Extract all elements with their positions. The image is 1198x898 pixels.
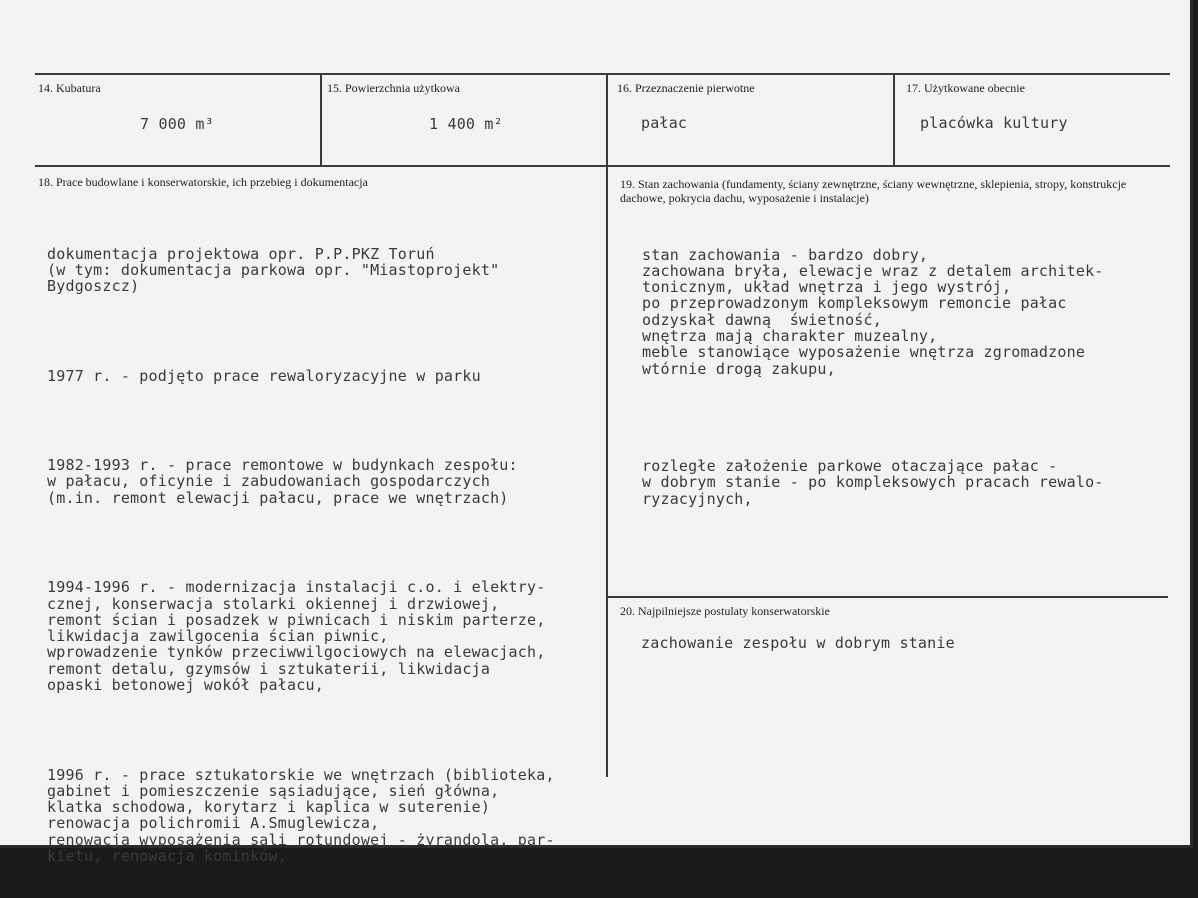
prace-paragraph: 1982-1993 r. - prace remontowe w budynkach zespołu: w pałacu, oficynie i zabudowaniach gospodarczych (m.in. remont elewacji pałacu, prace we wnętrzach)	[47, 456, 518, 507]
uzytkowane-label: 17. Użytkowane obecnie	[906, 81, 1025, 95]
stan-label: 19. Stan zachowania (fundamenty, ściany zewnętrzne, ściany wewnętrzne, sklepienia, stropy, konstrukcje dachowe, pokrycia dachu, wyposażenie i instalacje)	[620, 177, 1127, 205]
section20-top-rule	[606, 596, 1168, 598]
divider-16-17	[893, 74, 895, 166]
prace-paragraph: dokumentacja projektowa opr. P.P.PKZ Toruń (w tym: dokumentacja parkowa opr. "Miastoprojekt" Bydgoszcz)	[47, 244, 500, 296]
przeznaczenie-value: pałac	[641, 114, 688, 132]
prace-paragraph: 1994-1996 r. - modernizacja instalacji c.o. i elektry- cznej, konserwacja stolarki okiennej i drzwiowej, remont ścian i posadzek w piwnicach i niskim parterze, likwidacja zawilgocenia ścian piwnic, wprowadzenie tynków przeciwwilgociowych na elewacjach, remont detalu, gzymsów i sztukaterii, likwidacja opaski betonowej wokół pałacu,	[47, 578, 546, 695]
row1-bottom-rule	[35, 165, 1170, 167]
stan-paragraph: stan zachowania - bardzo dobry, zachowana bryła, elewacje wraz z detalem architek- tonicznym, układ wnętrza i jego wystrój, po przeprowadzonym kompleksowym remoncie pałac odzyskał dawną świetność, wnętrza mają charakter muzealny, meble stanowiące wyposażenie wnętrza zgromadzone wtórnie drogą zakupu,	[642, 245, 1104, 378]
divider-14-15	[320, 74, 322, 166]
stan-text	[642, 214, 1104, 540]
przeznaczenie-label: 16. Przeznaczenie pierwotne	[617, 81, 755, 95]
prace-paragraph: 1977 r. - podjęto prace rewaloryzacyjne w parku	[47, 366, 481, 385]
kubatura-label: 14. Kubatura	[38, 81, 101, 95]
kubatura-value: 7 000 m³	[140, 115, 214, 133]
powierzchnia-value: 1 400 m²	[429, 115, 503, 133]
postulaty-label: 20. Najpilniejsze postulaty konserwatorskie	[620, 604, 830, 618]
postulaty-value: zachowanie zespołu w dobrym stanie	[641, 634, 955, 652]
top-rule	[35, 73, 1170, 75]
prace-text	[47, 213, 555, 897]
powierzchnia-label: 15. Powierzchnia użytkowa	[327, 81, 460, 95]
prace-label: 18. Prace budowlane i konserwatorskie, ich przebieg i dokumentacja	[38, 175, 368, 189]
uzytkowane-value: placówka kultury	[920, 114, 1068, 132]
stan-paragraph: rozległe założenie parkowe otaczające pałac - w dobrym stanie - po kompleksowych pracach rewalo- ryzacyjnych,	[642, 457, 1104, 508]
prace-paragraph: 1996 r. - prace sztukatorskie we wnętrzach (biblioteka, gabinet i pomieszczenie sąsiadujące, sień główna, klatka schodowa, korytarz i kaplica w suterenie) renowacja polichromii A.Smuglewicza, renowacja wyposażenia sali rotundowej - żyrandola, par- kietu, renowacja kominków,	[47, 765, 555, 865]
divider-15-16	[606, 74, 608, 777]
